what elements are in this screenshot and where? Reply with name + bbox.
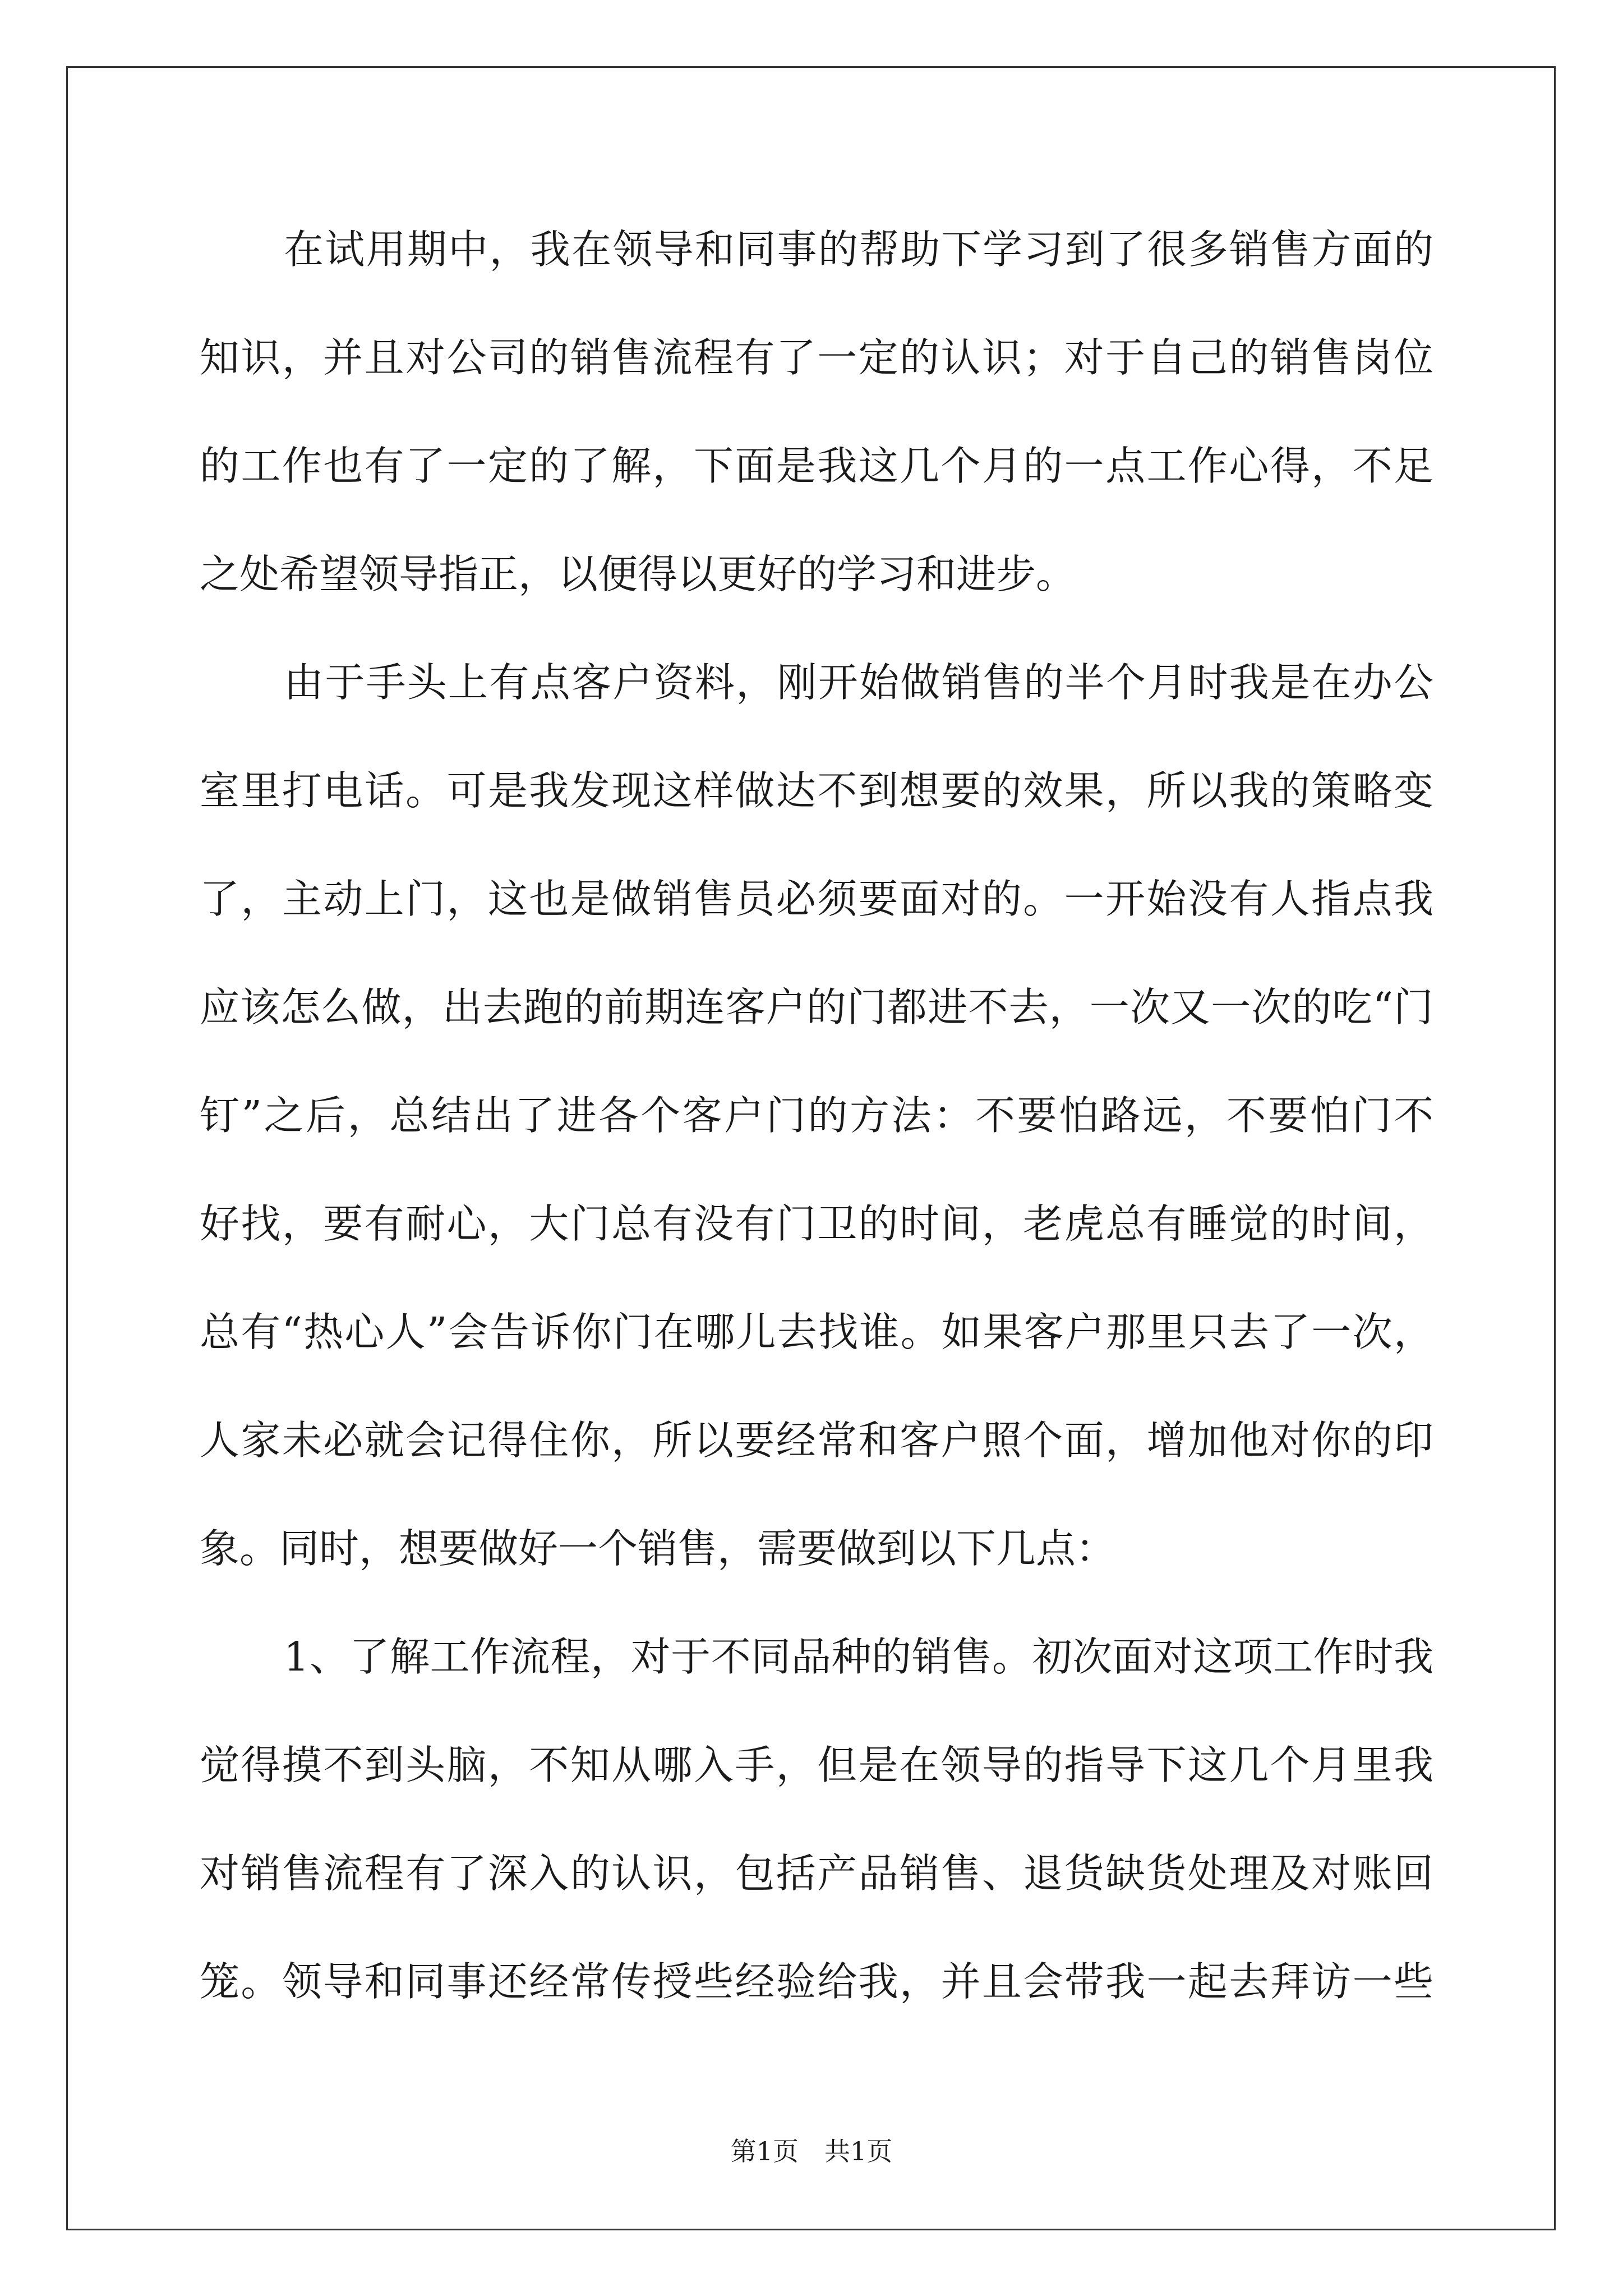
paragraph-2-line-1: 由于手头上有点客户资料，刚开始做销售的半个月时我是在办公 <box>284 659 1433 706</box>
paragraph-2-line-7: 总有“热心人”会告诉你门在哪儿去找谁。如果客户那里只去了一次， <box>200 1309 1433 1355</box>
paragraph-3-line-4: 笼。领导和同事还经常传授些经验给我，并且会带我一起去拜访一些 <box>200 1958 1433 2005</box>
paragraph-1-line-3: 的工作也有了一定的了解，下面是我这几个月的一点工作心得，不足 <box>200 443 1433 489</box>
document-body <box>200 216 1433 2056</box>
paragraph-3-line-3: 对销售流程有了深入的认识，包括产品销售、退货缺货处理及对账回 <box>200 1850 1433 1897</box>
paragraph-1-line-2: 知识，并且对公司的销售流程有了一定的认识；对于自己的销售岗位 <box>200 334 1433 381</box>
paragraph-2-line-6: 好找，要有耐心，大门总有没有门卫的时间，老虎总有睡觉的时间， <box>200 1200 1433 1247</box>
paragraph-3-line-1: 1、了解工作流程，对于不同品种的销售。初次面对这项工作时我 <box>284 1634 1433 1680</box>
paragraph-2-line-5: 钉”之后，总结出了进各个客户门的方法：不要怕路远，不要怕门不 <box>200 1092 1433 1139</box>
page-footer: 第1页 共1页 <box>730 2136 893 2166</box>
paragraph-2-line-4: 应该怎么做，出去跑的前期连客户的门都进不去，一次又一次的吃“门 <box>200 984 1433 1030</box>
paragraph-1-line-4: 之处希望领导指正，以便得以更好的学习和进步。 <box>200 551 1076 597</box>
paragraph-2-line-8: 人家未必就会记得住你，所以要经常和客户照个面，增加他对你的印 <box>200 1417 1433 1464</box>
paragraph-2-line-3: 了，主动上门，这也是做销售员必须要面对的。一开始没有人指点我 <box>200 876 1433 922</box>
paragraph-1-line-1: 在试用期中，我在领导和同事的帮助下学习到了很多销售方面的 <box>284 226 1433 273</box>
paragraph-2-line-9: 象。同时，想要做好一个销售，需要做到以下几点： <box>200 1525 1116 1572</box>
paragraph-2-line-2: 室里打电话。可是我发现这样做达不到想要的效果，所以我的策略变 <box>200 767 1433 814</box>
paragraph-3-line-2: 觉得摸不到头脑，不知从哪入手，但是在领导的指导下这几个月里我 <box>200 1742 1433 1788</box>
